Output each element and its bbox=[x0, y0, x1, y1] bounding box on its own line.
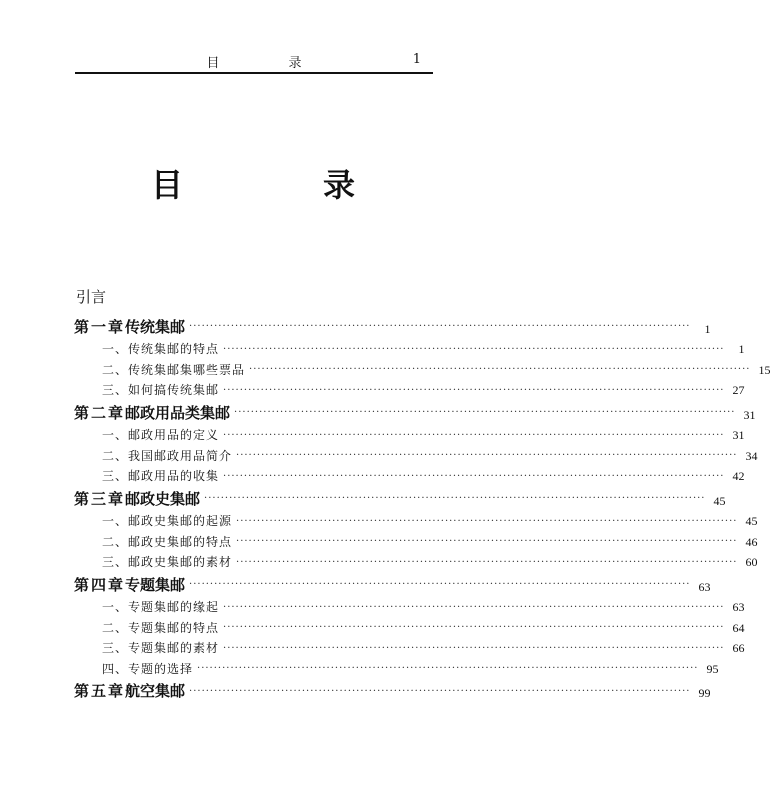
toc-page-number: 64 bbox=[732, 620, 745, 635]
toc-chapter-title: 传统集邮 bbox=[125, 317, 186, 336]
toc-chapter-title: 航空集邮 bbox=[125, 682, 186, 700]
toc-chapter-number: 第三章 bbox=[74, 489, 126, 508]
toc-page-number: 60 bbox=[745, 555, 758, 569]
toc-section-entry bbox=[74, 550, 758, 571]
toc-section-entry bbox=[74, 529, 758, 550]
toc-section-title: 二、我国邮政用品简介 bbox=[102, 448, 233, 463]
toc-section-title: 二、邮政史集邮的特点 bbox=[102, 534, 233, 549]
toc-section-entry bbox=[74, 595, 745, 616]
toc-page-number: 42 bbox=[732, 469, 745, 483]
toc-section-entry bbox=[74, 615, 745, 636]
toc-page-number: 34 bbox=[745, 448, 758, 463]
toc-section-title: 二、专题集邮的特点 bbox=[102, 620, 220, 635]
toc-dot-leader: ························································································································ bbox=[236, 450, 738, 462]
toc-dot-leader: ························································································································ bbox=[223, 622, 725, 634]
toc-section-entry bbox=[74, 464, 745, 485]
toc-section-entry bbox=[74, 443, 758, 464]
toc-chapter-title: 邮政史集邮 bbox=[125, 489, 201, 508]
toc-section-entry bbox=[74, 509, 758, 530]
toc-section-entry bbox=[74, 636, 745, 657]
toc-chapter-entry bbox=[74, 484, 726, 509]
toc-section-entry bbox=[74, 423, 745, 444]
toc-section-entry bbox=[74, 378, 745, 399]
toc-section-title: 三、专题集邮的素材 bbox=[102, 641, 220, 655]
toc-page-number: 27 bbox=[732, 383, 745, 397]
toc-page-number: 45 bbox=[745, 514, 758, 528]
toc-dot-leader: ························································································································ bbox=[236, 515, 738, 527]
toc-page-number: 63 bbox=[732, 600, 745, 614]
table-of-contents bbox=[74, 312, 770, 701]
toc-section-title: 三、邮政史集邮的素材 bbox=[102, 555, 233, 569]
running-header bbox=[75, 50, 433, 74]
toc-dot-leader: ························································································································ bbox=[223, 429, 725, 441]
page-title: 目 录 bbox=[150, 166, 409, 204]
toc-page-number: 31 bbox=[743, 407, 756, 422]
toc-page-number: 31 bbox=[732, 428, 745, 442]
toc-dot-leader: ························································································································ bbox=[223, 601, 725, 613]
toc-page-number: 46 bbox=[745, 534, 758, 549]
toc-page-number: 99 bbox=[698, 686, 711, 700]
toc-section-title: 一、传统集邮的特点 bbox=[102, 342, 220, 356]
toc-section-entry bbox=[74, 656, 719, 677]
toc-section-title: 二、传统集邮集哪些票品 bbox=[102, 362, 246, 377]
toc-dot-leader: ························································································································ bbox=[234, 407, 736, 419]
toc-dot-leader: ························································································································ bbox=[223, 343, 725, 355]
toc-chapter-number: 第四章 bbox=[74, 575, 126, 594]
toc-chapter-entry bbox=[74, 312, 711, 337]
toc-chapter-title: 专题集邮 bbox=[125, 575, 186, 594]
toc-chapter-entry bbox=[74, 677, 711, 702]
toc-dot-leader: ························································································································ bbox=[197, 663, 699, 675]
toc-section-title: 三、邮政用品的收集 bbox=[102, 469, 220, 483]
toc-page-number: 95 bbox=[706, 661, 719, 676]
toc-dot-leader: ························································································································ bbox=[249, 364, 751, 376]
toc-section-title: 一、邮政史集邮的起源 bbox=[102, 514, 233, 528]
page-number: 1 bbox=[412, 52, 421, 67]
toc-section-title: 四、专题的选择 bbox=[102, 661, 194, 676]
toc-dot-leader: ························································································································ bbox=[236, 556, 738, 568]
toc-chapter-number: 第五章 bbox=[74, 682, 126, 700]
toc-page-number: 1 bbox=[738, 342, 745, 356]
toc-intro: 引言 bbox=[76, 288, 107, 306]
toc-dot-leader: ························································································································ bbox=[189, 685, 691, 697]
toc-dot-leader: ························································································································ bbox=[223, 470, 725, 482]
toc-dot-leader: ························································································································ bbox=[189, 579, 691, 591]
toc-chapter-number: 第二章 bbox=[74, 403, 126, 422]
toc-dot-leader: ························································································································ bbox=[236, 536, 738, 548]
toc-page-number: 1 bbox=[704, 321, 711, 336]
toc-page-number: 15 bbox=[758, 362, 770, 377]
toc-section-entry bbox=[74, 357, 770, 378]
toc-chapter-title: 邮政用品类集邮 bbox=[125, 403, 231, 422]
toc-chapter-entry bbox=[74, 398, 756, 423]
toc-dot-leader: ························································································································ bbox=[223, 384, 725, 396]
toc-section-title: 一、邮政用品的定义 bbox=[102, 428, 220, 442]
toc-dot-leader: ························································································································ bbox=[189, 321, 691, 333]
toc-section-entry bbox=[74, 337, 745, 358]
toc-chapter-entry bbox=[74, 570, 711, 595]
running-header-title: 目 录 bbox=[206, 56, 330, 71]
toc-page-number: 66 bbox=[732, 641, 745, 655]
toc-chapter-number: 第一章 bbox=[74, 317, 126, 336]
toc-page-number: 63 bbox=[698, 579, 711, 594]
toc-dot-leader: ························································································································ bbox=[204, 493, 706, 505]
toc-section-title: 一、专题集邮的缘起 bbox=[102, 600, 220, 614]
toc-page-number: 45 bbox=[713, 493, 726, 508]
toc-dot-leader: ························································································································ bbox=[223, 642, 725, 654]
toc-section-title: 三、如何搞传统集邮 bbox=[102, 383, 220, 397]
